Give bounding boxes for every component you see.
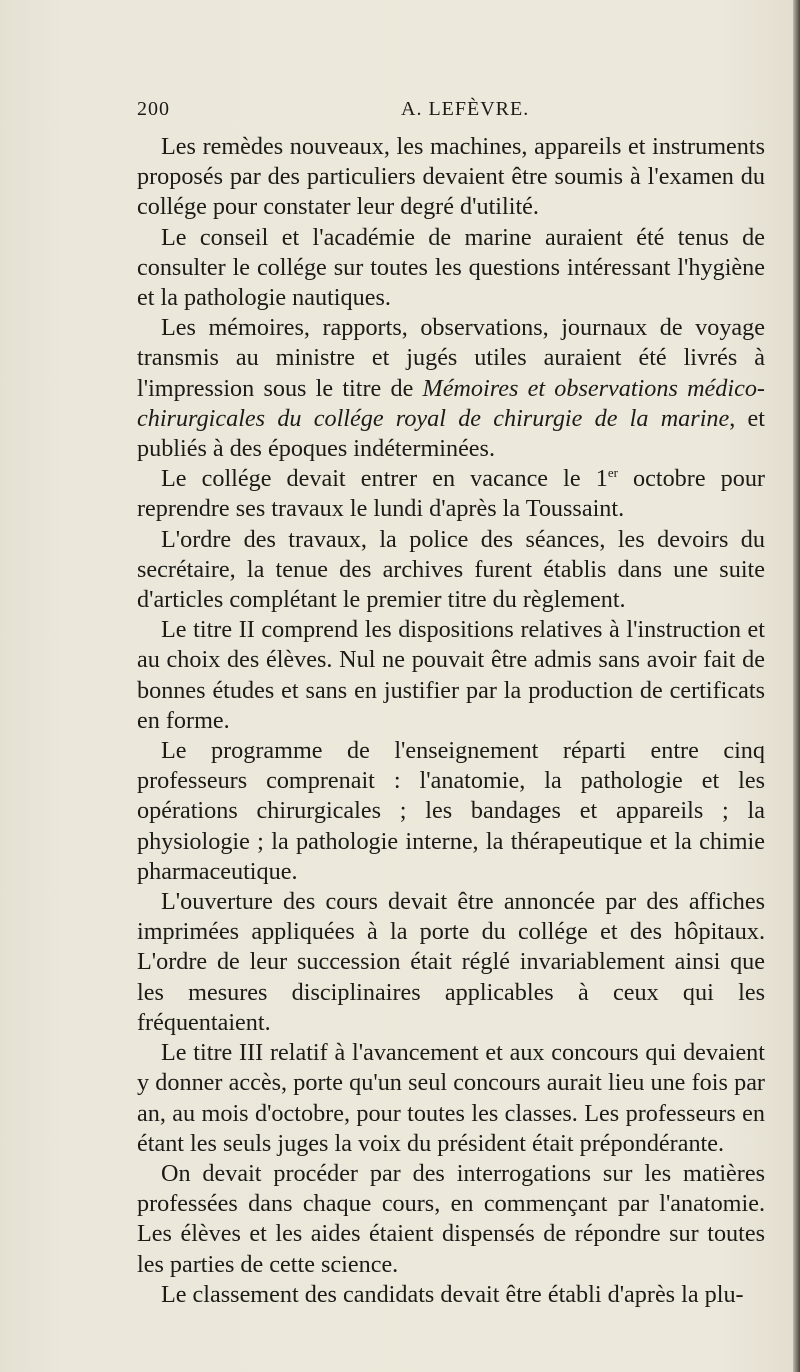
paragraph-text: Les mémoires, rapports, observations, journaux de voyage transmis au ministre et jugés utiles auraient été livrés à l'impression sous le titre de bbox=[137, 314, 765, 402]
paragraph bbox=[137, 313, 765, 464]
paragraph: Le titre III relatif à l'avancement et aux concours qui devaient y donner accès, porte qu'un seul concours aurait lieu une fois par an, au mois d'octobre, pour toutes les classes. Les professeurs en étant les seuls juges la voix du président était prépondérante. bbox=[137, 1039, 765, 1157]
paragraph: On devait procéder par des interrogations sur les matières professées dans chaque cours, en commençant par l'anatomie. Les élèves et les aides étaient dispensés de répondre sur toutes les parties de cette science. bbox=[137, 1159, 765, 1278]
running-header bbox=[137, 98, 765, 128]
italic-title: Mémoires et observations médico-chirurgicales du collége royal de chirurgie de la marine bbox=[137, 374, 765, 432]
paragraph-text: octobre pour reprendre ses travaux le lundi d'après la Toussaint. bbox=[137, 465, 765, 523]
body-text bbox=[137, 132, 765, 1310]
paragraph: L'ouverture des cours devait être annoncée par des affiches imprimées appliquées à la porte du collége et des hôpitaux. L'ordre de leur succession était réglé invariablement ainsi que les mesures disciplinaires applicables à ceux qui les fréquentaient. bbox=[137, 888, 765, 1036]
paragraph: Le classement des candidats devait être établi d'après la plu- bbox=[161, 1280, 744, 1308]
page-edge bbox=[793, 0, 800, 1372]
paragraph: L'ordre des travaux, la police des séances, les devoirs du secrétaire, la tenue des archives furent établis dans une suite d'articles complétant le premier titre du règlement. bbox=[137, 525, 765, 614]
paragraph: Le programme de l'enseignement réparti entre cinq professeurs comprenait : l'anatomie, la pathologie et les opérations chirurgicales ; les bandages et appareils ; la physiologie ; la pathologie interne, la thérapeutique et la chimie pharmaceutique. bbox=[137, 737, 765, 885]
paragraph-text: Le collége devait entrer en vacance le 1 bbox=[161, 465, 608, 493]
paragraph-text: , et publiés à des époques indéterminées. bbox=[137, 404, 765, 463]
paragraph bbox=[137, 464, 765, 524]
superscript: er bbox=[607, 465, 618, 481]
paragraph: Le titre II comprend les dispositions relatives à l'instruction et au choix des élèves. Nul ne pouvait être admis sans avoir fait de bonnes études et sans en justifier par la production de certificats en forme. bbox=[137, 616, 765, 734]
running-title: A. LEFÈVRE. bbox=[401, 98, 530, 120]
paragraph: Les remèdes nouveaux, les machines, appareils et instruments proposés par des particuliers devaient être soumis à l'examen du collége pour constater leur degré d'utilité. bbox=[137, 133, 765, 221]
page-number: 200 bbox=[137, 98, 170, 120]
paragraph: Le conseil et l'académie de marine auraient été tenus de consulter le collége sur toutes les questions intéressant l'hygiène et la pathologie nautiques. bbox=[137, 223, 765, 312]
